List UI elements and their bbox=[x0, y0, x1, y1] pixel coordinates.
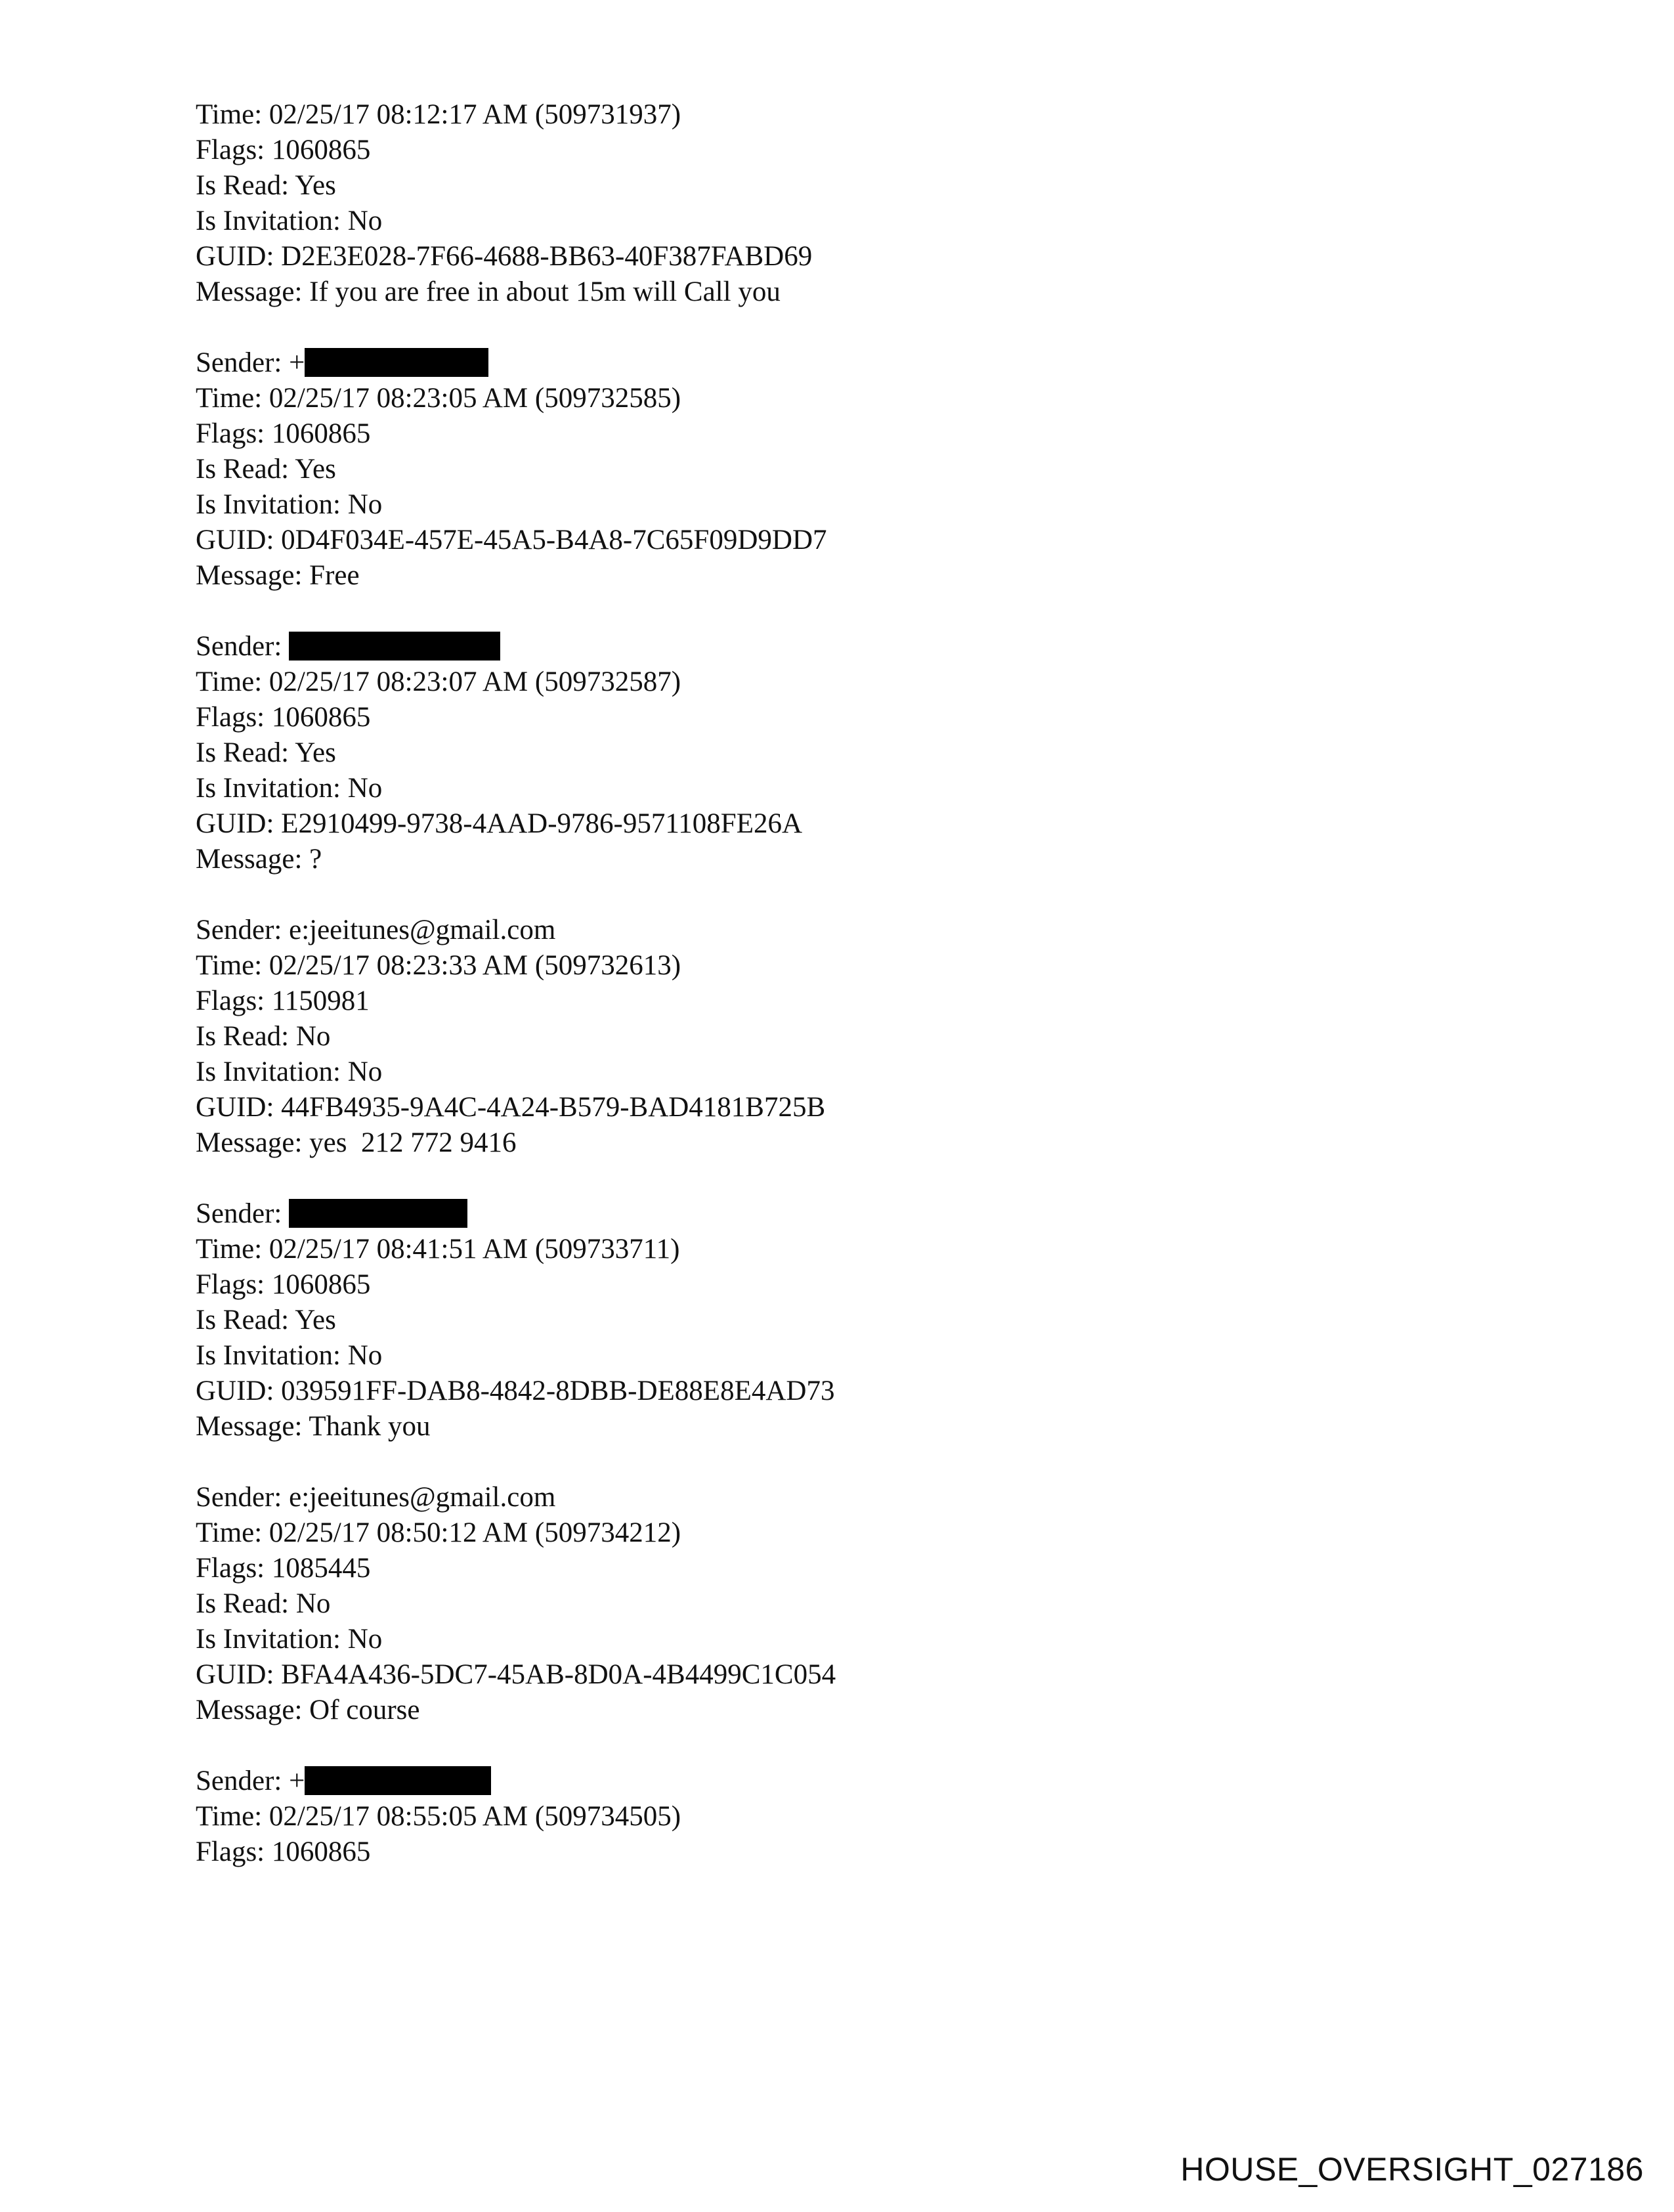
flags-line: Flags: 1060865 bbox=[196, 1269, 371, 1300]
guid-line: GUID: BFA4A436-5DC7-45AB-8D0A-4B4499C1C054 bbox=[196, 1659, 836, 1690]
is-invitation-line: Is Invitation: No bbox=[196, 489, 383, 520]
is-invitation-line: Is Invitation: No bbox=[196, 1624, 383, 1655]
time-line: Time: 02/25/17 08:55:05 AM (509734505) bbox=[196, 1801, 681, 1832]
sender-line bbox=[196, 1480, 1509, 1515]
sender-line bbox=[196, 1764, 1509, 1799]
time-line: Time: 02/25/17 08:23:07 AM (509732587) bbox=[196, 666, 681, 697]
sender-line bbox=[196, 1196, 1509, 1232]
message-log bbox=[196, 97, 1509, 1905]
time-line: Time: 02/25/17 08:23:33 AM (509732613) bbox=[196, 950, 681, 981]
message-record bbox=[196, 913, 1509, 1161]
message-line: Message: ? bbox=[196, 844, 322, 875]
flags-line: Flags: 1150981 bbox=[196, 986, 370, 1016]
flags-line: Flags: 1060865 bbox=[196, 418, 371, 449]
sender-value: e:jeeitunes@gmail.com bbox=[289, 1482, 556, 1513]
sender-label: Sender: bbox=[196, 915, 282, 945]
redaction-box bbox=[305, 348, 488, 377]
time-line: Time: 02/25/17 08:41:51 AM (509733711) bbox=[196, 1234, 680, 1265]
guid-line: GUID: 44FB4935-9A4C-4A24-B579-BAD4181B725B bbox=[196, 1092, 826, 1123]
flags-line: Flags: 1060865 bbox=[196, 135, 371, 165]
message-line: Message: Of course bbox=[196, 1695, 420, 1725]
sender-label: Sender: bbox=[196, 1766, 282, 1796]
sender-label: Sender: bbox=[196, 1198, 282, 1229]
sender-value: e:jeeitunes@gmail.com bbox=[289, 915, 556, 945]
flags-line: Flags: 1060865 bbox=[196, 1836, 371, 1867]
sender-label: Sender: bbox=[196, 347, 282, 378]
is-read-line: Is Read: Yes bbox=[196, 737, 336, 768]
is-invitation-line: Is Invitation: No bbox=[196, 206, 383, 236]
sender-label: Sender: bbox=[196, 1482, 282, 1513]
is-invitation-line: Is Invitation: No bbox=[196, 773, 383, 804]
guid-line: GUID: 0D4F034E-457E-45A5-B4A8-7C65F09D9DD7 bbox=[196, 525, 827, 555]
time-line: Time: 02/25/17 08:12:17 AM (509731937) bbox=[196, 99, 681, 130]
time-line: Time: 02/25/17 08:50:12 AM (509734212) bbox=[196, 1517, 681, 1548]
is-read-line: Is Read: No bbox=[196, 1588, 331, 1619]
is-read-line: Is Read: Yes bbox=[196, 454, 336, 485]
message-record bbox=[196, 97, 1509, 310]
sender-line bbox=[196, 345, 1509, 381]
message-record bbox=[196, 1196, 1509, 1444]
message-record bbox=[196, 1480, 1509, 1728]
bates-number: HOUSE_OVERSIGHT_027186 bbox=[1180, 2151, 1644, 2188]
message-line: Message: If you are free in about 15m will Call you bbox=[196, 276, 781, 307]
flags-line: Flags: 1060865 bbox=[196, 702, 371, 733]
sender-prefix: + bbox=[289, 1766, 305, 1796]
is-read-line: Is Read: Yes bbox=[196, 170, 336, 201]
sender-label: Sender: bbox=[196, 631, 282, 662]
redaction-box bbox=[289, 1199, 467, 1228]
sender-line bbox=[196, 913, 1509, 948]
message-record bbox=[196, 345, 1509, 594]
is-read-line: Is Read: Yes bbox=[196, 1305, 336, 1335]
message-line: Message: yes 212 772 9416 bbox=[196, 1127, 517, 1158]
time-line: Time: 02/25/17 08:23:05 AM (509732585) bbox=[196, 383, 681, 414]
is-read-line: Is Read: No bbox=[196, 1021, 331, 1052]
guid-line: GUID: D2E3E028-7F66-4688-BB63-40F387FABD69 bbox=[196, 241, 813, 272]
sender-line bbox=[196, 629, 1509, 664]
message-record bbox=[196, 629, 1509, 877]
is-invitation-line: Is Invitation: No bbox=[196, 1056, 383, 1087]
redaction-box bbox=[289, 632, 500, 661]
message-record bbox=[196, 1764, 1509, 1870]
sender-prefix: + bbox=[289, 347, 305, 378]
redaction-box bbox=[305, 1766, 491, 1795]
flags-line: Flags: 1085445 bbox=[196, 1553, 371, 1584]
is-invitation-line: Is Invitation: No bbox=[196, 1340, 383, 1371]
guid-line: GUID: E2910499-9738-4AAD-9786-9571108FE26A bbox=[196, 808, 803, 839]
message-line: Message: Thank you bbox=[196, 1411, 431, 1442]
message-line: Message: Free bbox=[196, 560, 360, 591]
guid-line: GUID: 039591FF-DAB8-4842-8DBB-DE88E8E4AD73 bbox=[196, 1376, 835, 1406]
